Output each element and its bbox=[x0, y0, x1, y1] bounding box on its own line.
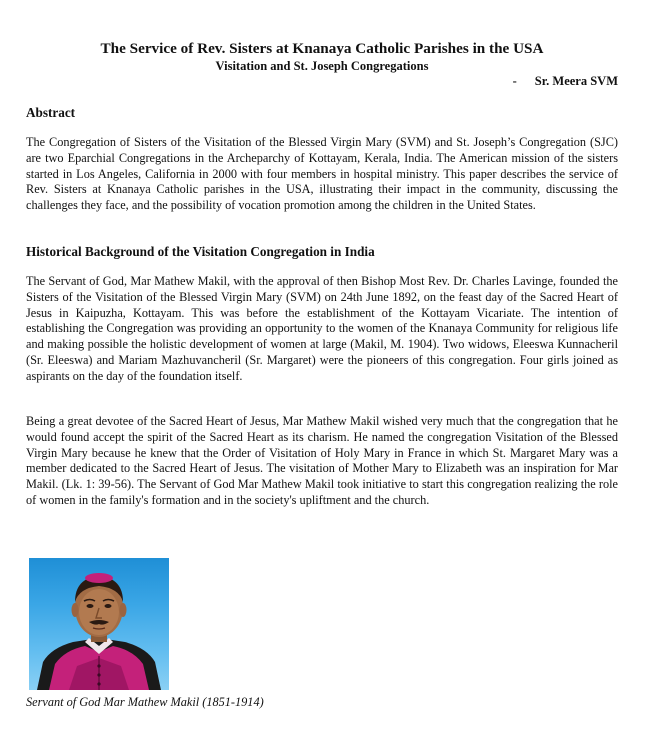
abstract-heading: Abstract bbox=[26, 105, 76, 120]
author-dash: - bbox=[512, 74, 517, 88]
history-paragraph-2: Being a great devotee of the Sacred Heart of Jesus, Mar Mathew Makil wished very much that the congregation that he would found accept the spirit of the Sacred Heart as its charism. He named the congregation Visitation of the Blessed Virgin Mary because he knew that the Order of Visitation of Holy Mary in France in which St. Margaret Mary was a member dedicated to the Sacred Heart of Jesus. The visitation of Mother Mary to Elizabeth was an inspiration for Mar Makil. (Lk. 1: 39-56). The Servant of God Mar Mathew Makil took initiative to start this congregation realizing the role of women in the family's formation and in the society's upliftment and the church. bbox=[26, 414, 618, 507]
history-paragraph-1: The Servant of God, Mar Mathew Makil, with the approval of then Bishop Most Rev. Dr. Charles Lavinge, founded the Sisters of the Visitation of the Blessed Virgin Mary (SVM) on 24th June 1892, on the feast day of the Sacred Heart of Jesus in Kaipuzha, Kottayam. This was before the establishment of the Kottayam Vicariate. The intention of establishing the Congregation was providing an opportunity to the women of the Knanaya Community for religious life and making possible the holistic development of women at large (Makil, M. 1904). Two widows, Eleeswa Kunnacheril (Sr. Eleeswa) and Mariam Mazhuvancheril (Sr. Margaret) were the pioneers of this congregation. Four girls joined as aspirants on the day of the foundation itself. bbox=[26, 274, 618, 383]
author-line bbox=[513, 73, 618, 89]
portrait-image bbox=[29, 558, 169, 690]
portrait-illustration bbox=[29, 558, 169, 690]
author-name: Sr. Meera SVM bbox=[534, 74, 618, 88]
document-title: The Service of Rev. Sisters at Knanaya Catholic Parishes in the USA bbox=[100, 40, 544, 57]
document-subtitle: Visitation and St. Joseph Congregations bbox=[215, 59, 429, 73]
history-heading: Historical Background of the Visitation Congregation in India bbox=[26, 244, 375, 259]
abstract-paragraph: The Congregation of Sisters of the Visitation of the Blessed Virgin Mary (SVM) and St. Joseph’s Congregation (SJC) are two Eparchial Congregations in the Archeparchy of Kottayam, Kerala, India. The American mission of the sisters started in Los Angeles, California in 2000 with four members in hospital ministry. This paper describes the service of Rev. Sisters at Knanaya Catholic parishes in the USA, illustrating their impact in the community, discussing the challenges they face, and the possibility of vocation promotion among the children in the United States. bbox=[26, 135, 618, 213]
figure-caption: Servant of God Mar Mathew Makil (1851-1914) bbox=[26, 695, 264, 709]
